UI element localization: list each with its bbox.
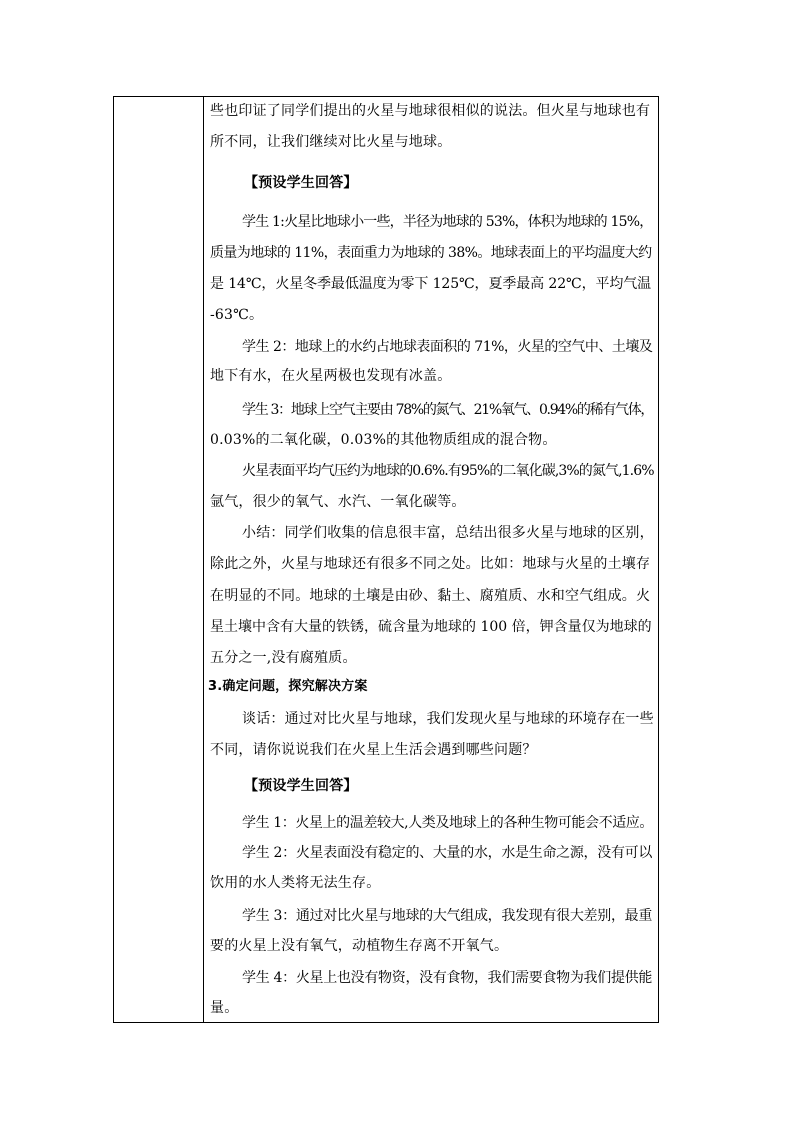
section-heading: 3.确定问题，探究解决方案 bbox=[208, 679, 368, 694]
text-line: 学生 1：火星上的温差较大,人类及地球上的各种生物可能会不适应。 bbox=[242, 815, 654, 831]
subheading: 【预设学生回答】 bbox=[244, 778, 358, 794]
text-line: 质量为地球的 11%，表面重力为地球的 38%。地球表面上的平均温度大约 bbox=[210, 245, 652, 261]
text-line: 学生 3：地球上空气主要由 78%的氮气、21%氧气、0.94%的稀有气体， bbox=[242, 402, 654, 418]
text-line: -63℃。 bbox=[210, 307, 264, 323]
text-line: 在明显的不同。地球的土壤是由砂、黏土、腐殖质、水和空气组成。火 bbox=[210, 588, 651, 604]
text-line: 是 14℃，火星冬季最低温度为零下 125℃，夏季最高 22℃，平均气温 bbox=[210, 276, 652, 292]
text-line: 所不同，让我们继续对比火星与地球。 bbox=[210, 134, 452, 150]
text-line: 学生 1:火星比地球小一些，半径为地球的 53%，体积为地球的 15%， bbox=[242, 214, 653, 230]
text-line: 0.03%的二氧化碳，0.03%的其他物质组成的混合物。 bbox=[210, 432, 557, 448]
text-line: 要的火星上没有氧气，动植物生存离不开氧气。 bbox=[210, 938, 509, 954]
text-line: 学生 4：火星上也没有物资，没有食物，我们需要食物为我们提供能 bbox=[242, 970, 653, 986]
text-line: 除此之外，火星与地球还有很多不同之处。比如：地球与火星的土壤存 bbox=[210, 556, 651, 572]
text-line: 学生 3：通过对比火星与地球的大气组成，我发现有很大差别，最重 bbox=[242, 908, 653, 924]
lesson-table bbox=[113, 96, 659, 1023]
text-line: 量。 bbox=[210, 1000, 239, 1016]
text-line: 不同，请你说说我们在火星上生活会遇到哪些问题？ bbox=[210, 742, 537, 758]
text-line: 学生 2：火星表面没有稳定的、大量的水，水是生命之源，没有可以 bbox=[242, 845, 653, 861]
text-line: 五分之一,没有腐殖质。 bbox=[210, 650, 357, 666]
text-line: 些也印证了同学们提出的火星与地球很相似的说法。但火星与地球也有 bbox=[210, 103, 651, 119]
text-line: 火星表面平均气压约为地球的0.6%.有95%的二氧化碳,3%的氮气,1.6% bbox=[242, 463, 654, 479]
text-line: 谈话：通过对比火星与地球，我们发现火星与地球的环境存在一些 bbox=[242, 711, 654, 727]
subheading: 【预设学生回答】 bbox=[244, 175, 358, 191]
left-column-cell bbox=[114, 97, 204, 1022]
text-line: 饮用的水人类将无法生存。 bbox=[210, 875, 381, 891]
text-line: 地下有水，在火星两极也发现有冰盖。 bbox=[210, 368, 452, 384]
text-line: 学生 2：地球上的水约占地球表面积的 71%，火星的空气中、土壤及 bbox=[242, 339, 653, 355]
text-line: 氩气，很少的氧气、水汽、一氧化碳等。 bbox=[210, 494, 466, 510]
text-line: 星土壤中含有大量的铁锈，硫含量为地球的 100 倍，钾含量仅为地球的 bbox=[210, 619, 652, 635]
text-line: 小结：同学们收集的信息很丰富，总结出很多火星与地球的区别， bbox=[242, 525, 654, 541]
content-cell bbox=[204, 97, 658, 1022]
